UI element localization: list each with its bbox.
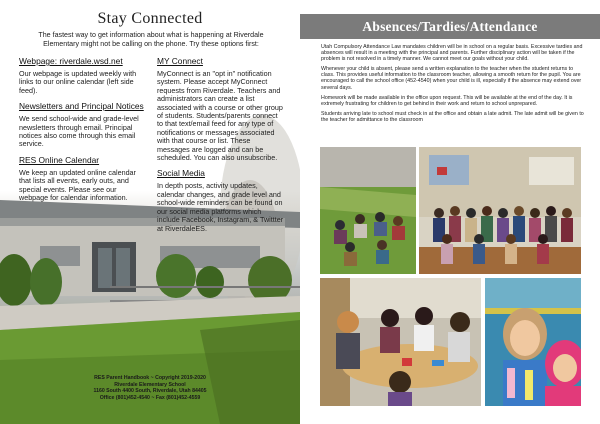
policy-paragraph: Homework will be made available in the office upon request. This will be available at the end of the day. It is extremely frustrating for children to get behind in their work and return to school unprepared. [321, 94, 573, 107]
policy-paragraph: Students arriving late to school must check in at the office and obtain a late admit. The late admit will be given to the teacher for admittance to the classroom [321, 110, 584, 123]
banner-title: Absences/Tardies/Attendance [362, 19, 538, 34]
newsletters-body: We send school-wide and grade-level newsletters through email. Principal notices also come through this email service. [19, 114, 139, 149]
page-title: Stay Connected [97, 10, 203, 27]
classroom-table-photo [320, 278, 481, 406]
right-page [300, 0, 600, 424]
policy-paragraph: Utah Compulsory Attendance Law mandates children will be in school on a regular basis. Excessive tardies and absences will result in a meeting with the principal and parents. Further disciplinary action will be taken if the problem is not resolved in a timely manner. We cannot meet our goals without your child. [321, 44, 583, 63]
right-column [157, 56, 285, 239]
students-portrait-photo [485, 278, 581, 406]
footer-phone: Office (801)452-4540 ~ Fax (801)452-4559 [99, 394, 201, 401]
section-banner [300, 14, 600, 39]
intro-text: The fastest way to get information about what is happening at Riverdale Elementary might not be calling on the phone. Try these options first: [38, 31, 264, 48]
myconnect-heading: MY Connect [157, 56, 203, 66]
footer-copyright: RES Parent Handbook ~ Copyright 2019-2020 [94, 375, 206, 381]
newsletters-heading: Newsletters and Principal Notices [19, 101, 144, 112]
footer-school-name: Riverdale Elementary School [114, 381, 186, 388]
attendance-policy [321, 44, 584, 127]
calendar-heading: RES Online Calendar [19, 154, 100, 165]
social-media-heading: Social Media [157, 168, 205, 179]
class-group-photo [419, 147, 581, 274]
calendar-body: We keep an updated online calendar that lists all events, early outs, and special events. Please see our webpage for calendar information. [19, 167, 136, 203]
webpage-heading[interactable]: Webpage: riverdale.wsd.net [19, 56, 123, 66]
social-media-body: In depth posts, activity updates, calendar changes, and grade level and school-wide reminders can be found on our social media platforms which include Facebook, Instagram, & Twittter at RiverdaleES. [157, 181, 284, 233]
footer-address: 1160 South 4400 South, Riverdale, Utah 84405 [93, 388, 207, 395]
footer [80, 375, 220, 401]
policy-paragraph: Whenever your child is absent, please send a written explanation to the teacher when the student returns to class. This provides useful information to the classroom teacher, allowing a smooth return for the pupil. You are encouraged to call the school office (452-4540) when your child is ill, especially if the absence may extend over several days. [321, 66, 582, 91]
students-outdoors-photo [320, 147, 416, 274]
myconnect-body: MyConnect is an "opt in" notification system. Please accept MyConnect requests from Riverdale. Teachers and administrators can create a list associated with a course or other group of students. Students/parents connect to that text/email feed for any type of notifications or messages associated with that course or list. These messages are logged and can be scheduled. You can also unsubscribe. [157, 69, 283, 163]
left-column [19, 56, 147, 208]
webpage-body: Our webpage is updated weekly with links to our online calendar (left side feed). [19, 69, 137, 95]
